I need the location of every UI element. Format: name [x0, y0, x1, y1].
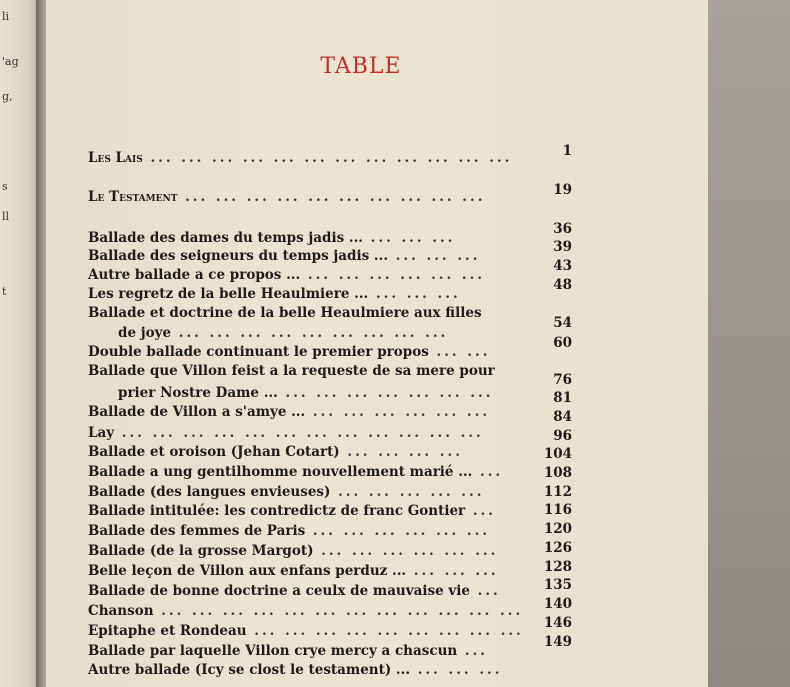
toc-entry [88, 150, 548, 166]
leader-dots: ... [465, 503, 496, 519]
left-page-fragment: li [2, 10, 10, 23]
page-number: 60 [553, 335, 572, 351]
entry-title: de joye [118, 325, 172, 341]
toc-entry [118, 325, 578, 341]
leader-dots: ... ... ... ... ... ... ... [277, 385, 494, 401]
leader-dots: ... ... ... [410, 662, 503, 678]
page-number: 19 [553, 182, 572, 198]
page-number: 104 [543, 446, 572, 462]
toc-entry [88, 484, 548, 500]
entry-title: Ballade et doctrine de la belle Heaulmiere aux filles [88, 305, 482, 321]
toc-entry [88, 643, 548, 659]
toc-entry [88, 503, 548, 519]
entry-title: Ballade (de la grosse Margot) [88, 543, 314, 559]
page-number: 128 [543, 559, 572, 575]
page-number: 140 [543, 596, 572, 612]
entry-title: Ballade des seigneurs du temps jadis ... [88, 248, 389, 264]
toc-entry [88, 248, 548, 264]
leader-dots: ... ... ... ... ... ... [305, 404, 491, 420]
page-number: 36 [553, 221, 572, 237]
toc-entry [88, 563, 548, 579]
toc-entry [118, 385, 578, 401]
toc-entry [88, 267, 548, 283]
page-number: 84 [553, 409, 572, 425]
background-surface [706, 0, 790, 687]
page-number: 43 [553, 258, 572, 274]
entry-title: Ballade a ung gentilhomme nouvellement marié ... [88, 464, 473, 480]
page-number: 116 [543, 502, 572, 518]
leader-dots: ... ... ... ... ... ... ... ... ... ... [177, 189, 486, 205]
leader-dots: ... ... [428, 344, 491, 360]
book-page [46, 0, 708, 687]
leader-dots: ... ... ... ... ... ... ... ... ... ... ... ... [153, 603, 524, 619]
entry-title: Chanson [88, 603, 154, 619]
toc-entry [88, 523, 548, 539]
page-number: 135 [543, 577, 572, 593]
page-number: 112 [543, 484, 572, 500]
leader-dots: ... ... ... ... ... ... ... ... ... ... ... ... [114, 425, 484, 441]
page-number: 126 [543, 540, 572, 556]
left-page-edge [0, 0, 40, 687]
toc-entry [88, 444, 548, 460]
leader-dots: ... ... ... ... ... ... [300, 267, 486, 283]
entry-title: Ballade par laquelle Villon crye mercy a chascun [88, 643, 458, 659]
toc-entry [88, 425, 548, 441]
entry-title: Autre ballade a ce propos ... [88, 267, 301, 283]
left-page-fragment: t [2, 285, 7, 298]
leader-dots: ... ... ... ... ... ... ... ... ... [171, 325, 449, 341]
page-number: 48 [553, 277, 572, 293]
entry-title: Les regretz de la belle Heaulmiere ... [88, 286, 369, 302]
page-number: 39 [553, 239, 572, 255]
toc-entry [88, 286, 548, 302]
toc-entry [88, 230, 548, 246]
leader-dots: ... ... ... ... ... ... ... ... ... ... ... ... [142, 150, 513, 166]
toc-entry [88, 662, 548, 678]
entry-title: Ballade des femmes de Paris [88, 523, 306, 539]
toc-entry [88, 189, 548, 205]
leader-dots: ... [457, 643, 489, 659]
toc-entry [88, 305, 548, 321]
entry-title: Ballade (des langues envieuses) [88, 484, 331, 500]
page-number: 76 [553, 372, 572, 388]
entry-title: Le Testament [88, 189, 178, 205]
page-number: 81 [553, 390, 572, 406]
page-number: 96 [553, 428, 572, 444]
entry-title: Ballade de Villon a s'amye ... [88, 404, 306, 420]
toc-entry [88, 404, 548, 420]
page-number: 54 [553, 315, 572, 331]
page-number: 149 [543, 634, 572, 650]
entry-title: Ballade intitulée: les contredictz de franc Gontier [88, 503, 466, 519]
leader-dots: ... ... ... [388, 248, 481, 264]
page-title: TABLE [320, 54, 402, 79]
entry-title: Autre ballade (Icy se clost le testament) ... [88, 662, 411, 678]
toc-entry [88, 623, 548, 639]
entry-title: Ballade des dames du temps jadis ... [88, 230, 363, 246]
entry-title: Lay [88, 425, 115, 441]
entry-title: Belle leçon de Villon aux enfans perduz ... [88, 563, 407, 579]
page-number: 108 [543, 465, 572, 481]
entry-title: Ballade que Villon feist a la requeste de sa mere pour [88, 363, 495, 379]
leader-dots: ... ... ... [362, 230, 456, 246]
leader-dots: ... ... ... ... [339, 444, 463, 460]
left-page-fragment: s [2, 180, 8, 193]
leader-dots: ... ... ... ... ... ... [305, 523, 490, 539]
toc-entry [88, 583, 548, 599]
left-page-fragment: 'ag [2, 55, 19, 68]
entry-title: Ballade de bonne doctrine a ceulx de mauvaise vie [88, 583, 470, 599]
toc-entry [88, 464, 548, 480]
toc-entry [88, 344, 548, 360]
page-number: 1 [562, 143, 572, 159]
left-page-fragment: g, [2, 90, 13, 103]
entry-title: Ballade et oroison (Jehan Cotart) [88, 444, 340, 460]
leader-dots: ... ... ... [406, 563, 499, 579]
page-number: 120 [543, 521, 572, 537]
toc-entry [88, 363, 548, 379]
page-number: 146 [543, 615, 572, 631]
leader-dots: ... [469, 583, 501, 599]
entry-title: prier Nostre Dame ... [118, 385, 278, 401]
leader-dots: ... ... ... ... ... ... ... ... ... [246, 623, 524, 639]
leader-dots: ... ... ... ... ... ... [313, 543, 499, 559]
toc-entry [88, 603, 548, 619]
left-page-fragment: ll [2, 210, 10, 223]
entry-title: Les Lais [88, 150, 143, 166]
leader-dots: ... ... ... ... ... [330, 484, 485, 500]
toc-entry [88, 543, 548, 559]
entry-title: Double ballade continuant le premier propos [88, 344, 429, 360]
entry-title: Epitaphe et Rondeau [88, 623, 247, 639]
leader-dots: ... ... ... [368, 286, 461, 302]
leader-dots: ... [472, 464, 504, 480]
